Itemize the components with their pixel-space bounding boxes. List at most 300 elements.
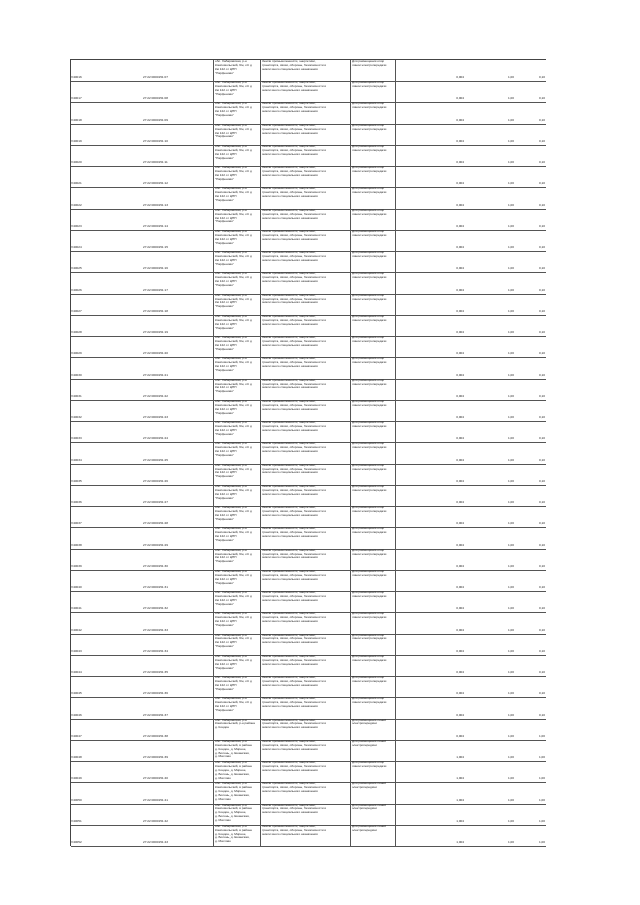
sum-cell: 0,10	[538, 288, 545, 292]
cost-cell: 1,00	[507, 416, 514, 420]
area-cell: 0,004	[456, 692, 464, 696]
permitted-use-cell: Для размещения опор линии электропередачи	[351, 485, 396, 506]
sum-cell: 0,10	[538, 437, 545, 441]
cadastral-number: 27:22:0000151:43	[143, 840, 168, 844]
cost-cell: 1,00	[507, 331, 514, 335]
area-cell: 0,004	[456, 437, 464, 441]
area-cell: 0,004	[456, 182, 464, 186]
permitted-use-cell: Для размещения опор линии электропередачи	[351, 357, 396, 378]
permitted-use-cell: Для размещения опор линии электропередачи	[351, 506, 396, 527]
address-cell: обл. Хабаровская, р-н Комсомольский, в районе д. Кондон, д. Мирное, д. Болонь, д. Ешанская, д. Мачтово	[213, 804, 261, 825]
row-id: V40021	[71, 182, 82, 186]
area-cell: 0,004	[456, 246, 464, 250]
sum-cell: 1,00	[538, 819, 545, 823]
cost-cell: 1,00	[507, 76, 514, 80]
area-cell: 0,004	[456, 458, 464, 462]
address-cell: обл. Хабаровская, р-н Комсомольский, 6/н, с/с д Км 122 от ЦНП "Парфеново"	[213, 464, 261, 485]
area-cell: 0,004	[456, 267, 464, 271]
row-id: V40052	[71, 840, 82, 844]
cadastral-number: 27:22:0000151:12	[143, 182, 168, 186]
sum-cell: 0,10	[538, 479, 545, 483]
cost-cell: 1,00	[507, 649, 514, 653]
permitted-use-cell: Для размещения опор линии электропередачи	[351, 527, 396, 548]
row-id: V40023	[71, 224, 82, 228]
land-category-cell: Земли промышленности, энергетики, транспорта, связи, обороны, безопасности и земли иного специального назначения	[261, 294, 351, 315]
permitted-use-cell: Для размещения опор линии электропередачи	[351, 336, 396, 357]
cost-cell: 1,00	[507, 713, 514, 717]
cadastral-number: 27:22:0000151:21	[143, 373, 168, 377]
area-cell: 1,004	[456, 798, 464, 802]
table-row	[71, 719, 546, 741]
area-cell: 0,004	[456, 649, 464, 653]
cadastral-number: 27:22:0000151:17	[143, 288, 168, 292]
cost-cell: 1,00	[507, 352, 514, 356]
land-category-cell: Земли промышленности, энергетики, транспорта, связи, обороны, безопасности и земли иного специального назначения	[261, 124, 351, 145]
address-cell: обл. Хабаровская, р-н Комсомольский, 6/н, с/с д Км 122 от ЦНП "Парфеново"	[213, 612, 261, 633]
area-cell: 1,004	[456, 819, 464, 823]
sum-cell: 1,00	[538, 798, 545, 802]
land-category-cell: Земли промышленности, энергетики, транспорта, связи, обороны, безопасности и земли иного специального назначения	[261, 102, 351, 123]
permitted-use-cell: Для размещения опор линии электропередачи	[351, 272, 396, 293]
cost-cell: 1,00	[507, 586, 514, 590]
area-cell: 1,004	[456, 777, 464, 781]
cadastral-number: 27:22:0000151:18	[143, 309, 168, 313]
table-row	[71, 464, 546, 486]
permitted-use-cell: Для размещения опор линии электропередачи	[351, 697, 396, 718]
area-cell: 0,004	[456, 331, 464, 335]
land-category-cell: Земли промышленности, энергетики, транспорта, связи, обороны, безопасности и земли иного специального назначения	[261, 464, 351, 485]
address-cell: обл. Хабаровская, р-н Комсомольский, 6/н, с/с д Км 122 от ЦНП "Парфеново"	[213, 634, 261, 655]
address-cell: обл. Хабаровская, р-н Комсомольский, 6/н, с/с д Км 122 от ЦНП "Парфеново"	[213, 272, 261, 293]
table-row	[71, 102, 546, 124]
row-id: V40049	[71, 777, 82, 781]
sum-cell: 0,10	[538, 416, 545, 420]
permitted-use-cell: Для размещения опор линии электропередачи	[351, 655, 396, 676]
land-category-cell: Земли промышленности, энергетики, транспорта, связи, обороны, безопасности и земли иного специального назначения	[261, 81, 351, 102]
sum-cell: 0,10	[538, 713, 545, 717]
row-id: V40016	[71, 76, 82, 80]
permitted-use-cell: Для размещения опор линии электропередачи	[351, 166, 396, 187]
table-row	[71, 697, 546, 719]
cost-cell: 1,00	[507, 628, 514, 632]
address-cell: обл. Хабаровская, р-н Комсомольский, в районе д. Кондон, д. Мирное, д. Болонь, д. Ешанская, д. Мачтово	[213, 740, 261, 761]
permitted-use-cell: Для размещения опор линии электропередачи	[351, 570, 396, 591]
address-cell: обл. Хабаровская, р-н Комсомольский, 6/н, с/с д Км 122 от ЦНП "Парфеново"	[213, 655, 261, 676]
area-cell: 0,004	[456, 309, 464, 313]
sum-cell: 0,10	[538, 586, 545, 590]
cost-cell: 1,00	[507, 309, 514, 313]
cadastral-number: 27:22:0000151:28	[143, 522, 168, 526]
sum-cell: 0,10	[538, 692, 545, 696]
land-category-cell: Земли промышленности, энергетики, транспорта, связи, обороны, безопасности и земли иного специального назначения	[261, 527, 351, 548]
land-category-cell: Земли промышленности, энергетики, транспорта, связи, обороны, безопасности и земли иного специального назначения	[261, 379, 351, 400]
row-id: V40029	[71, 352, 82, 356]
address-cell: обл. Хабаровская, р-н Комсомольский, 6/н, с/с д Км 122 от ЦНП "Парфеново"	[213, 570, 261, 591]
table-row	[71, 272, 546, 294]
row-id: V40039	[71, 564, 82, 568]
cadastral-number: 27:22:0000151:41	[143, 798, 168, 802]
area-cell: 0,004	[456, 161, 464, 165]
row-id: V40019	[71, 139, 82, 143]
sum-cell: 0,10	[538, 246, 545, 250]
cost-cell: 1,00	[507, 777, 514, 781]
land-category-cell: Земли промышленности, энергетики, транспорта, связи, обороны, безопасности и земли иного специального назначения	[261, 591, 351, 612]
area-cell: 0,004	[456, 97, 464, 101]
permitted-use-cell: Для размещения опор линии электропередачи	[351, 145, 396, 166]
table-row	[71, 591, 546, 613]
permitted-use-cell: Для размещения опор линии электропередачи	[351, 60, 396, 81]
sum-cell: 0,10	[538, 182, 545, 186]
table-row	[71, 145, 546, 167]
address-cell: обл. Хабаровская, р-н Комсомольский, 6/н, с/с д Км 122 от ЦНП "Парфеново"	[213, 591, 261, 612]
permitted-use-cell: Для размещения опор линии электропередачи	[351, 761, 396, 782]
row-id: V40048	[71, 756, 82, 760]
row-id: V40027	[71, 309, 82, 313]
land-category-cell: Земли промышленности, энергетики, транспорта, связи, обороны, безопасности и земли иного специального назначения	[261, 804, 351, 825]
cost-cell: 1,00	[507, 182, 514, 186]
land-plot-table	[70, 59, 546, 846]
permitted-use-cell: Для размещения опор линии электропередачи	[351, 294, 396, 315]
table-row	[71, 527, 546, 549]
address-cell: обл. Хабаровская, р-н Комсомольский, 6/н, с/с д Км 122 от ЦНП "Парфеново"	[213, 315, 261, 336]
row-id: V40026	[71, 288, 82, 292]
cost-cell: 1,00	[507, 671, 514, 675]
address-cell: обл. Хабаровская, р-н Комсомольский, в районе д. Кондон, д. Мирное, д. Болонь, д. Ешанская, д. Мачтово	[213, 761, 261, 782]
row-id: V40031	[71, 394, 82, 398]
row-id: V40033	[71, 437, 82, 441]
table-row	[71, 400, 546, 422]
sum-cell: 0,10	[538, 501, 545, 505]
address-cell: обл. Хабаровская, р-н Комсомольский, р-н района д. Кондон	[213, 719, 261, 740]
cost-cell: 1,00	[507, 607, 514, 611]
permitted-use-cell: Для размещения опор линии электропередачи	[351, 124, 396, 145]
address-cell: обл. Хабаровская, р-н Комсомольский, 6/н, с/с д Км 122 от ЦНП "Парфеново"	[213, 485, 261, 506]
land-category-cell: Земли промышленности, энергетики, транспорта, связи, обороны, безопасности и земли иного специального назначения	[261, 230, 351, 251]
area-cell: 0,004	[456, 543, 464, 547]
address-cell: обл. Хабаровская, р-н Комсомольский, 6/н, с/с д Км 122 от ЦНП "Парфеново"	[213, 527, 261, 548]
address-cell: обл. Хабаровская, р-н Комсомольский, 6/н, с/с д Км 122 от ЦНП "Парфеново"	[213, 60, 261, 81]
cost-cell: 1,00	[507, 564, 514, 568]
address-cell: обл. Хабаровская, р-н Комсомольский, 6/н, с/с д Км 122 от ЦНП "Парфеново"	[213, 421, 261, 442]
cadastral-number: 27:22:0000151:40	[143, 777, 168, 781]
cadastral-number: 27:22:0000151:20	[143, 352, 168, 356]
area-cell: 0,004	[456, 76, 464, 80]
land-category-cell: Земли промышленности, энергетики, транспорта, связи, обороны, безопасности и земли иного специального назначения	[261, 761, 351, 782]
permitted-use-cell: Для размещения опор линии электропередачи	[351, 549, 396, 570]
table-row	[71, 209, 546, 231]
row-id: V40036	[71, 501, 82, 505]
area-cell: 0,004	[456, 203, 464, 207]
land-category-cell: Земли промышленности, энергетики, транспорта, связи, обороны, безопасности и земли иного специального назначения	[261, 60, 351, 81]
address-cell: обл. Хабаровская, р-н Комсомольский, 6/н, с/с д Км 122 от ЦНП "Парфеново"	[213, 676, 261, 697]
cost-cell: 1,00	[507, 97, 514, 101]
sum-cell: 0,10	[538, 607, 545, 611]
area-cell: 1,004	[456, 840, 464, 844]
row-id: V40034	[71, 458, 82, 462]
cadastral-number: 27:22:0000151:29	[143, 543, 168, 547]
address-cell: обл. Хабаровская, р-н Комсомольский, 6/н, с/с д Км 122 от ЦНП "Парфеново"	[213, 336, 261, 357]
address-cell: обл. Хабаровская, р-н Комсомольский, 6/н, с/с д Км 122 от ЦНП "Парфеново"	[213, 697, 261, 718]
address-cell: обл. Хабаровская, р-н Комсомольский, 6/н, с/с д Км 122 от ЦНП "Парфеново"	[213, 251, 261, 272]
land-category-cell: Земли промышленности, энергетики, транспорта, связи, обороны, безопасности и земли иного специального назначения	[261, 719, 351, 740]
cadastral-number: 27:22:0000151:19	[143, 331, 168, 335]
cadastral-number: 27:22:0000151:11	[143, 161, 168, 165]
sum-cell: 0,10	[538, 161, 545, 165]
area-cell: 0,004	[456, 479, 464, 483]
cadastral-number: 27:22:0000151:08	[143, 97, 168, 101]
permitted-use-cell: Для размещения опор линии электропередачи	[351, 612, 396, 633]
table-row	[71, 315, 546, 337]
area-cell: 0,004	[456, 288, 464, 292]
cadastral-number: 27:22:0000151:32	[143, 607, 168, 611]
land-category-cell: Земли промышленности, энергетики, транспорта, связи, обороны, безопасности и земли иного специального назначения	[261, 634, 351, 655]
land-category-cell: Земли промышленности, энергетики, транспорта, связи, обороны, безопасности и земли иного специального назначения	[261, 782, 351, 803]
sum-cell: 0,10	[538, 564, 545, 568]
cadastral-number: 27:22:0000151:39	[143, 756, 168, 760]
land-category-cell: Земли промышленности, энергетики, транспорта, связи, обороны, безопасности и земли иного специального назначения	[261, 145, 351, 166]
permitted-use-cell: Для размещения опор линии электропередачи	[351, 315, 396, 336]
table-row	[71, 166, 546, 188]
permitted-use-cell: Для размещения опор линии электропередачи	[351, 209, 396, 230]
sum-cell: 0,10	[538, 522, 545, 526]
permitted-use-cell: Для размещения опор линии электропередачи	[351, 464, 396, 485]
table-row	[71, 124, 546, 146]
cadastral-number: 27:22:0000151:10	[143, 139, 168, 143]
sum-cell: 0,10	[538, 458, 545, 462]
row-id: V40046	[71, 713, 82, 717]
table-row	[71, 230, 546, 252]
land-category-cell: Земли промышленности, энергетики, транспорта, связи, обороны, безопасности и земли иного специального назначения	[261, 612, 351, 633]
cadastral-number: 27:22:0000151:33	[143, 628, 168, 632]
address-cell: обл. Хабаровская, р-н Комсомольский, 6/н, с/с д Км 122 от ЦНП "Парфеново"	[213, 549, 261, 570]
land-category-cell: Земли промышленности, энергетики, транспорта, связи, обороны, безопасности и земли иного специального назначения	[261, 251, 351, 272]
table-row	[71, 294, 546, 316]
cost-cell: 1,00	[507, 798, 514, 802]
area-cell: 0,004	[456, 224, 464, 228]
permitted-use-cell: Для размещения опор линии электропередачи	[351, 442, 396, 463]
sum-cell: 1,00	[538, 734, 545, 738]
address-cell: обл. Хабаровская, р-н Комсомольский, 6/н, с/с д Км 122 от ЦНП "Парфеново"	[213, 145, 261, 166]
table-row	[71, 421, 546, 443]
address-cell: обл. Хабаровская, р-н Комсомольский, 6/н, с/с д Км 122 от ЦНП "Парфеново"	[213, 506, 261, 527]
permitted-use-cell: Для размещения линий электропередачи	[351, 804, 396, 825]
area-cell: 0,004	[456, 501, 464, 505]
permitted-use-cell: Для размещения опор линии электропередачи	[351, 379, 396, 400]
address-cell: обл. Хабаровская, р-н Комсомольский, 6/н, с/с д Км 122 от ЦНП "Парфеново"	[213, 294, 261, 315]
row-id: V40035	[71, 479, 82, 483]
row-id: V40041	[71, 607, 82, 611]
permitted-use-cell: Для размещения опор линии электропередачи	[351, 634, 396, 655]
row-id: V40020	[71, 161, 82, 165]
table-row	[71, 442, 546, 464]
sum-cell: 0,10	[538, 649, 545, 653]
cost-cell: 1,00	[507, 118, 514, 122]
area-cell: 0,004	[456, 607, 464, 611]
sum-cell: 1,00	[538, 777, 545, 781]
sum-cell: 0,10	[538, 76, 545, 80]
cadastral-number: 27:22:0000151:35	[143, 671, 168, 675]
table-row	[71, 782, 546, 804]
land-category-cell: Земли промышленности, энергетики, транспорта, связи, обороны, безопасности и земли иного специального назначения	[261, 336, 351, 357]
cost-cell: 1,00	[507, 203, 514, 207]
cadastral-number: 27:22:0000151:24	[143, 437, 168, 441]
land-category-cell: Земли промышленности, энергетики, транспорта, связи, обороны, безопасности и земли иного специального назначения	[261, 272, 351, 293]
table-row	[71, 825, 546, 847]
sum-cell: 0,10	[538, 373, 545, 377]
address-cell: обл. Хабаровская, р-н Комсомольский, 6/н, с/с д Км 122 от ЦНП "Парфеново"	[213, 442, 261, 463]
table-row	[71, 336, 546, 358]
cadastral-number: 27:22:0000151:37	[143, 713, 168, 717]
land-category-cell: Земли промышленности, энергетики, транспорта, связи, обороны, безопасности и земли иного специального назначения	[261, 485, 351, 506]
permitted-use-cell: Для размещения опор линии электропередачи	[351, 591, 396, 612]
cadastral-number: 27:22:0000151:22	[143, 394, 168, 398]
permitted-use-cell: Для размещения линий электропередачи	[351, 740, 396, 761]
sum-cell: 0,10	[538, 628, 545, 632]
address-cell: обл. Хабаровская, р-н Комсомольский, 6/н, с/с д Км 122 от ЦНП "Парфеново"	[213, 357, 261, 378]
cost-cell: 1,00	[507, 458, 514, 462]
land-category-cell: Земли промышленности, энергетики, транспорта, связи, обороны, безопасности и земли иного специального назначения	[261, 655, 351, 676]
area-cell: 0,004	[456, 734, 464, 738]
address-cell: обл. Хабаровская, р-н Комсомольский, в районе д. Кондон, д. Мирное, д. Болонь, д. Ешанская, д. Мачтово	[213, 825, 261, 846]
sum-cell: 0,10	[538, 97, 545, 101]
area-cell: 0,004	[456, 139, 464, 143]
permitted-use-cell: Для размещения опор линии электропередачи	[351, 81, 396, 102]
address-cell: обл. Хабаровская, р-н Комсомольский, 6/н, с/с д Км 122 от ЦНП "Парфеново"	[213, 230, 261, 251]
row-id: V40044	[71, 671, 82, 675]
sum-cell: 1,00	[538, 756, 545, 760]
sum-cell: 0,10	[538, 309, 545, 313]
area-cell: 0,004	[456, 564, 464, 568]
land-category-cell: Земли промышленности, энергетики, транспорта, связи, обороны, безопасности и земли иного специального назначения	[261, 740, 351, 761]
area-cell: 0,004	[456, 713, 464, 717]
cadastral-number: 27:22:0000151:23	[143, 416, 168, 420]
row-id: V40047	[71, 734, 82, 738]
area-cell: 1,004	[456, 756, 464, 760]
land-category-cell: Земли промышленности, энергетики, транспорта, связи, обороны, безопасности и земли иного специального назначения	[261, 549, 351, 570]
area-cell: 0,004	[456, 522, 464, 526]
row-id: V40025	[71, 267, 82, 271]
cadastral-number: 27:22:0000151:31	[143, 586, 168, 590]
cost-cell: 1,00	[507, 437, 514, 441]
area-cell: 0,004	[456, 416, 464, 420]
cadastral-number: 27:22:0000151:42	[143, 819, 168, 823]
cost-cell: 1,00	[507, 224, 514, 228]
land-category-cell: Земли промышленности, энергетики, транспорта, связи, обороны, безопасности и земли иного специального назначения	[261, 166, 351, 187]
row-id: V40050	[71, 798, 82, 802]
cadastral-number: 27:22:0000151:34	[143, 649, 168, 653]
cost-cell: 1,00	[507, 288, 514, 292]
table-row	[71, 187, 546, 209]
cost-cell: 1,00	[507, 267, 514, 271]
sum-cell: 0,10	[538, 118, 545, 122]
address-cell: обл. Хабаровская, р-н Комсомольский, 6/н, с/с д Км 122 от ЦНП "Парфеново"	[213, 400, 261, 421]
land-category-cell: Земли промышленности, энергетики, транспорта, связи, обороны, безопасности и земли иного специального назначения	[261, 315, 351, 336]
sum-cell: 1,00	[538, 840, 545, 844]
table-row	[71, 570, 546, 592]
cadastral-number: 27:22:0000151:09	[143, 118, 168, 122]
row-id: V40017	[71, 97, 82, 101]
address-cell: обл. Хабаровская, р-н Комсомольский, 6/н, с/с д Км 122 от ЦНП "Парфеново"	[213, 81, 261, 102]
area-cell: 0,004	[456, 352, 464, 356]
permitted-use-cell: Для размещения опор линии электропередачи	[351, 230, 396, 251]
row-id: V40032	[71, 416, 82, 420]
cadastral-number: 27:22:0000151:16	[143, 267, 168, 271]
permitted-use-cell: Для размещения опор линии электропередачи	[351, 187, 396, 208]
area-cell: 0,004	[456, 394, 464, 398]
table-row	[71, 676, 546, 698]
area-cell: 0,004	[456, 628, 464, 632]
permitted-use-cell: Для размещения опор линии электропередачи	[351, 251, 396, 272]
cost-cell: 1,00	[507, 501, 514, 505]
row-id: V40037	[71, 522, 82, 526]
sum-cell: 0,10	[538, 139, 545, 143]
row-id: V40022	[71, 203, 82, 207]
sum-cell: 0,10	[538, 331, 545, 335]
area-cell: 0,004	[456, 671, 464, 675]
cost-cell: 1,00	[507, 756, 514, 760]
cost-cell: 1,00	[507, 840, 514, 844]
address-cell: обл. Хабаровская, р-н Комсомольский, 6/н, с/с д Км 122 от ЦНП "Парфеново"	[213, 379, 261, 400]
cost-cell: 1,00	[507, 543, 514, 547]
cost-cell: 1,00	[507, 692, 514, 696]
table-row	[71, 634, 546, 656]
cost-cell: 1,00	[507, 819, 514, 823]
table-row	[71, 549, 546, 571]
cost-cell: 1,00	[507, 479, 514, 483]
cadastral-number: 27:22:0000151:30	[143, 564, 168, 568]
table-row	[71, 251, 546, 273]
cadastral-number: 27:22:0000151:36	[143, 692, 168, 696]
cadastral-number: 27:22:0000151:13	[143, 203, 168, 207]
land-category-cell: Земли промышленности, энергетики, транспорта, связи, обороны, безопасности и земли иного специального назначения	[261, 676, 351, 697]
table-row	[71, 804, 546, 826]
land-category-cell: Земли промышленности, энергетики, транспорта, связи, обороны, безопасности и земли иного специального назначения	[261, 400, 351, 421]
row-id: V40042	[71, 628, 82, 632]
row-id: V40024	[71, 246, 82, 250]
table-row	[71, 612, 546, 634]
table-row	[71, 379, 546, 401]
cadastral-number: 27:22:0000151:07	[143, 76, 168, 80]
cadastral-number: 27:22:0000151:25	[143, 458, 168, 462]
table-row	[71, 81, 546, 103]
cost-cell: 1,00	[507, 246, 514, 250]
sum-cell: 0,10	[538, 394, 545, 398]
cost-cell: 1,00	[507, 394, 514, 398]
address-cell: обл. Хабаровская, р-н Комсомольский, в районе д. Кондон, д. Мирное, д. Болонь, д. Ешанская, д. Мачтово	[213, 782, 261, 803]
table-row	[71, 655, 546, 677]
cost-cell: 1,00	[507, 522, 514, 526]
land-category-cell: Земли промышленности, энергетики, транспорта, связи, обороны, безопасности и земли иного специального назначения	[261, 697, 351, 718]
sum-cell: 0,10	[538, 352, 545, 356]
permitted-use-cell: Для размещения линий электропередачи	[351, 719, 396, 740]
sum-cell: 0,10	[538, 203, 545, 207]
permitted-use-cell: Для размещения линий электропередачи	[351, 825, 396, 846]
area-cell: 0,004	[456, 586, 464, 590]
land-category-cell: Земли промышленности, энергетики, транспорта, связи, обороны, безопасности и земли иного специального назначения	[261, 442, 351, 463]
sum-cell: 0,10	[538, 267, 545, 271]
cost-cell: 1,00	[507, 373, 514, 377]
cadastral-number: 27:22:0000151:14	[143, 224, 168, 228]
cadastral-number: 27:22:0000151:27	[143, 501, 168, 505]
land-category-cell: Земли промышленности, энергетики, транспорта, связи, обороны, безопасности и земли иного специального назначения	[261, 187, 351, 208]
permitted-use-cell: Для размещения опор линии электропередачи	[351, 421, 396, 442]
cadastral-number: 27:22:0000151:26	[143, 479, 168, 483]
cost-cell: 1,00	[507, 734, 514, 738]
sum-cell: 0,10	[538, 671, 545, 675]
permitted-use-cell: Для размещения опор линии электропередачи	[351, 400, 396, 421]
cadastral-number: 27:22:0000151:15	[143, 246, 168, 250]
address-cell: обл. Хабаровская, р-н Комсомольский, 6/н, с/с д Км 122 от ЦНП "Парфеново"	[213, 187, 261, 208]
